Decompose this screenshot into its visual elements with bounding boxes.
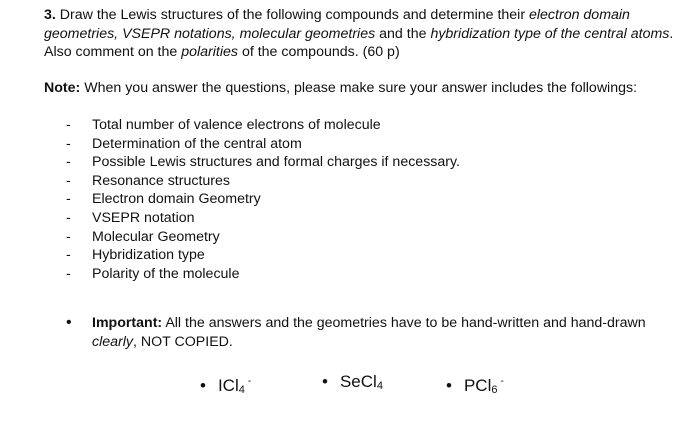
- bullet-icon: •: [200, 376, 206, 395]
- question-text-1: Draw the Lewis structures of the following compounds and determine their: [55, 7, 529, 23]
- question-paragraph: [44, 6, 674, 62]
- bullet-icon: •: [322, 372, 328, 391]
- list-item-text: Total number of valence electrons of molecule: [92, 117, 381, 133]
- note-paragraph: [44, 79, 664, 98]
- list-item: [66, 135, 460, 154]
- important-text: [92, 314, 656, 351]
- list-item-text: Resonance structures: [92, 172, 231, 189]
- list-item: [66, 172, 460, 191]
- dash-marker: -: [66, 209, 71, 226]
- bullet-icon: •: [66, 314, 72, 331]
- list-item: [66, 228, 460, 247]
- question-italic-1: electron domain geometries, VSEPR notations, molecular geometries: [44, 7, 630, 42]
- important-label: Important:: [92, 315, 163, 331]
- dash-marker: -: [66, 247, 71, 264]
- compound-pcl6: [446, 371, 504, 401]
- compound-subscript: 4: [238, 384, 245, 396]
- list-item: [66, 265, 460, 284]
- compound-subscript: 6: [491, 384, 498, 396]
- dash-marker: -: [66, 117, 71, 133]
- bullet-icon: •: [446, 376, 452, 395]
- list-item-text: Molecular Geometry: [92, 228, 220, 245]
- dash-marker: -: [66, 154, 71, 171]
- list-item: [66, 209, 460, 228]
- list-item-text: Possible Lewis structures and formal charges if necessary.: [92, 154, 460, 171]
- list-item-text: VSEPR notation: [92, 209, 195, 226]
- question-italic-2: hybridization type of the central atoms: [430, 25, 670, 42]
- compound-superscript: -: [247, 376, 252, 387]
- requirements-list: [66, 116, 460, 283]
- dash-marker: -: [66, 191, 71, 208]
- compound-superscript: -: [500, 376, 504, 387]
- compound-icl4: [200, 371, 251, 401]
- important-italic: clearly: [92, 333, 133, 350]
- list-item: [66, 153, 460, 172]
- list-item: [66, 190, 460, 209]
- important-text-2: , NOT COPIED.: [133, 333, 233, 350]
- dash-marker: -: [66, 172, 71, 189]
- compound-base: SeCl: [339, 372, 377, 391]
- important-note: [66, 314, 656, 351]
- important-text-1: All the answers and the geometries have to be hand-written and hand-drawn: [162, 315, 646, 331]
- dash-marker: -: [66, 228, 71, 245]
- question-text-2: and the: [375, 25, 431, 42]
- question-italic-3: polarities: [181, 44, 238, 60]
- note-label: Note:: [44, 80, 81, 96]
- dash-marker: -: [66, 265, 71, 282]
- compound-subscript: 4: [376, 380, 383, 392]
- compound-base: ICl: [217, 376, 239, 395]
- question-text-3: . Also comment on the: [44, 25, 674, 60]
- list-item: [66, 116, 460, 135]
- list-item: [66, 246, 460, 265]
- note-text: When you answer the questions, please make sure your answer includes the followings:: [80, 80, 638, 96]
- question-number: 3.: [44, 7, 56, 23]
- question-text-4: of the compounds. (60 p): [238, 44, 400, 60]
- dash-marker: -: [66, 135, 71, 152]
- compound-base: PCl: [463, 376, 492, 395]
- list-item-text: Electron domain Geometry: [92, 191, 261, 208]
- list-item-text: Determination of the central atom: [92, 135, 302, 152]
- compound-secl4: [322, 371, 383, 397]
- list-item-text: Polarity of the molecule: [92, 265, 240, 282]
- list-item-text: Hybridization type: [92, 247, 205, 264]
